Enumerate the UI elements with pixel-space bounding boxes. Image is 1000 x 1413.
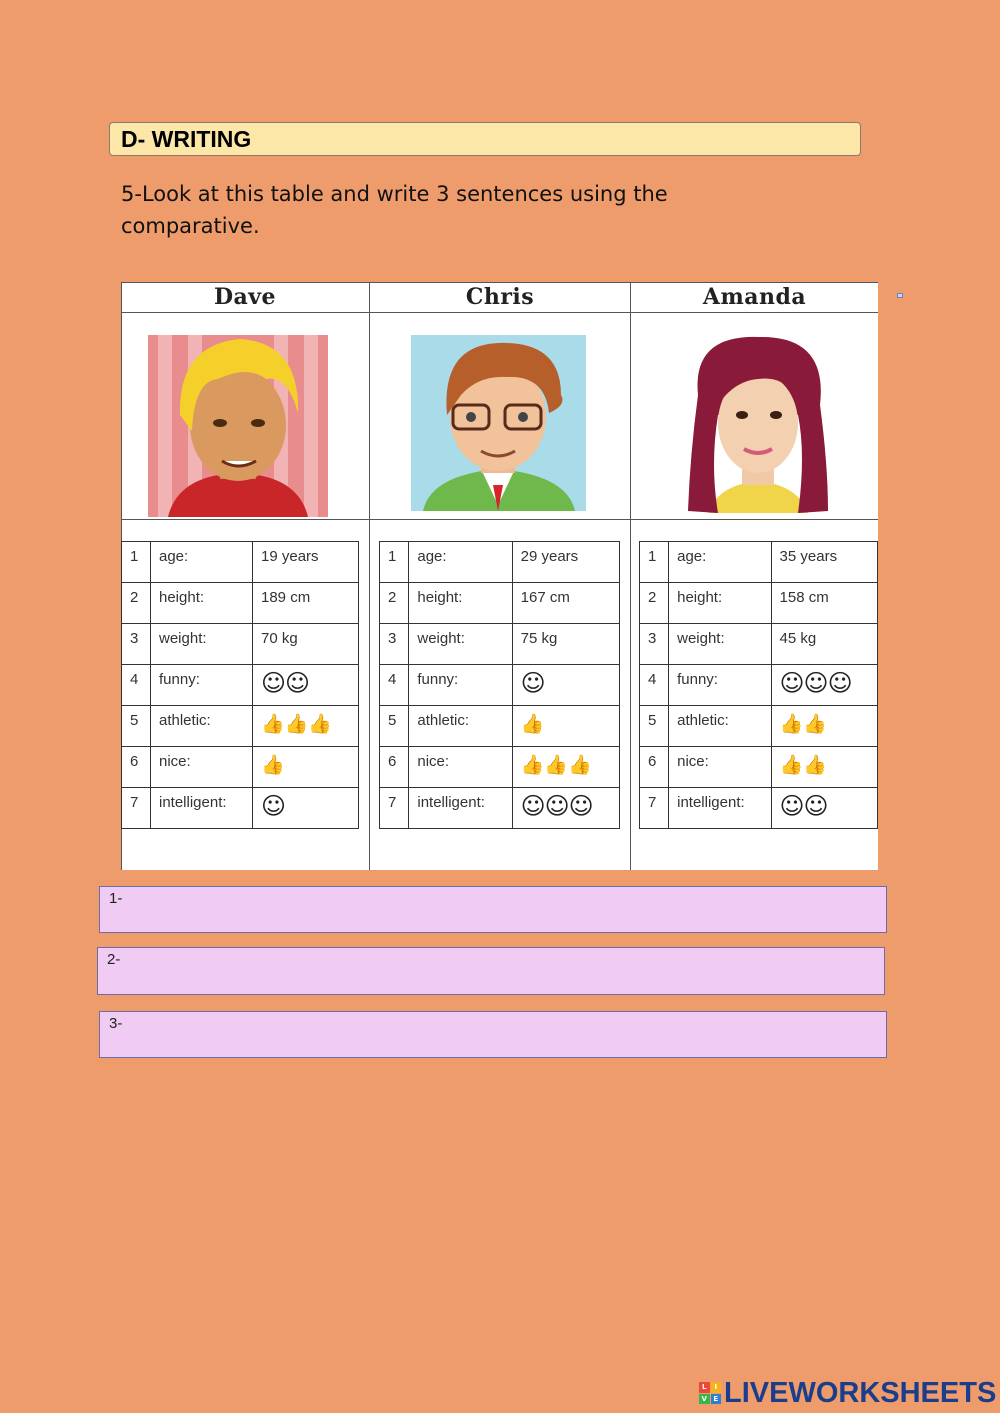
- stat-label: funny:: [409, 665, 512, 706]
- comparison-table-image: [121, 282, 878, 870]
- stat-label: intelligent:: [151, 788, 253, 829]
- stat-label: weight:: [409, 624, 512, 665]
- stat-label: intelligent:: [409, 788, 512, 829]
- smiley-icon: ☺: [520, 669, 545, 697]
- stat-label: height:: [409, 583, 512, 624]
- stat-label: intelligent:: [669, 788, 771, 829]
- stat-label: nice:: [409, 747, 512, 788]
- table-row: [380, 665, 620, 706]
- table-row: [122, 542, 359, 583]
- stat-label: weight:: [669, 624, 771, 665]
- table-row: [380, 706, 620, 747]
- table-row: [380, 788, 620, 829]
- stat-value: 158 cm: [771, 583, 877, 624]
- table-row: [122, 665, 359, 706]
- instruction-text: 5-Look at this table and write 3 sentences using the comparative.: [121, 182, 668, 238]
- stat-label: height:: [151, 583, 253, 624]
- thumbs-up-icon: 👍👍: [779, 754, 827, 776]
- thumbs-up-icon: 👍: [520, 713, 545, 735]
- table-row: [640, 747, 878, 788]
- row-number: 7: [640, 788, 669, 829]
- stat-value: 70 kg: [253, 624, 359, 665]
- table-row: [640, 542, 878, 583]
- thumbs-up-icon: 👍👍👍: [261, 713, 332, 735]
- row-number: 4: [122, 665, 151, 706]
- row-number: 1: [122, 542, 151, 583]
- table-row: [122, 788, 359, 829]
- stat-label: height:: [669, 583, 771, 624]
- thumbs-up-icon: 👍👍: [779, 713, 827, 735]
- logo-text: LIVEWORKSHEETS: [724, 1376, 997, 1409]
- table-row: [380, 624, 620, 665]
- table-row: [380, 542, 620, 583]
- section-title: D- WRITING: [121, 126, 252, 152]
- thumbs-up-icon: 👍👍👍: [520, 754, 592, 776]
- stat-value: 29 years: [512, 542, 619, 583]
- row-number: 2: [640, 583, 669, 624]
- stat-label: age:: [409, 542, 512, 583]
- amanda-portrait: [678, 335, 838, 513]
- stat-value: 189 cm: [253, 583, 359, 624]
- row-number: 6: [122, 747, 151, 788]
- smiley-icon: ☺☺: [779, 792, 828, 820]
- dave-stats-table: [121, 541, 359, 829]
- table-row: [640, 583, 878, 624]
- stat-label: nice:: [669, 747, 771, 788]
- row-number: 4: [380, 665, 409, 706]
- table-row: [640, 788, 878, 829]
- stat-label: funny:: [669, 665, 771, 706]
- row-number: 5: [380, 706, 409, 747]
- chris-stats-table: [379, 541, 620, 829]
- person-name-chris: Chris: [465, 284, 535, 310]
- answer-field-1[interactable]: [99, 886, 887, 933]
- stat-label: athletic:: [409, 706, 512, 747]
- liveworksheets-logo: [699, 1376, 996, 1410]
- logo-badge-icon: L I V E: [699, 1382, 721, 1404]
- smiley-icon: ☺: [261, 792, 286, 820]
- stat-label: age:: [669, 542, 771, 583]
- stat-label: athletic:: [669, 706, 771, 747]
- row-number: 6: [640, 747, 669, 788]
- stat-value: 35 years: [771, 542, 877, 583]
- answer-field-2[interactable]: [97, 947, 885, 995]
- row-number: 3: [122, 624, 151, 665]
- row-number: 3: [380, 624, 409, 665]
- row-number: 6: [380, 747, 409, 788]
- table-row: [640, 665, 878, 706]
- row-number: 4: [640, 665, 669, 706]
- stat-label: weight:: [151, 624, 253, 665]
- row-number: 1: [640, 542, 669, 583]
- dave-portrait: [148, 335, 328, 517]
- chris-portrait: [411, 335, 586, 511]
- table-row: [122, 624, 359, 665]
- stat-value: 167 cm: [512, 583, 619, 624]
- stat-value: 45 kg: [771, 624, 877, 665]
- answer-label: 2-: [107, 951, 121, 968]
- table-row: [380, 747, 620, 788]
- row-number: 3: [640, 624, 669, 665]
- row-number: 7: [380, 788, 409, 829]
- stat-label: athletic:: [151, 706, 253, 747]
- table-row: [380, 583, 620, 624]
- stat-value: 75 kg: [512, 624, 619, 665]
- table-row: [122, 747, 359, 788]
- person-name-amanda: Amanda: [702, 284, 807, 310]
- table-row: [122, 583, 359, 624]
- row-number: 5: [122, 706, 151, 747]
- stat-value: 19 years: [253, 542, 359, 583]
- row-number: 2: [380, 583, 409, 624]
- table-row: [122, 706, 359, 747]
- row-number: 2: [122, 583, 151, 624]
- table-row: [640, 706, 878, 747]
- stat-label: age:: [151, 542, 253, 583]
- resize-handle[interactable]: [897, 293, 903, 298]
- table-row: [640, 624, 878, 665]
- person-name-dave: Dave: [213, 284, 277, 310]
- answer-label: 3-: [109, 1015, 123, 1032]
- amanda-stats-table: [639, 541, 878, 829]
- row-number: 7: [122, 788, 151, 829]
- smiley-icon: ☺☺: [261, 669, 310, 697]
- smiley-icon: ☺☺☺: [520, 792, 593, 820]
- row-number: 5: [640, 706, 669, 747]
- stat-label: nice:: [151, 747, 253, 788]
- section-heading: [109, 122, 861, 156]
- answer-label: 1-: [109, 890, 123, 907]
- stat-label: funny:: [151, 665, 253, 706]
- answer-field-3[interactable]: [99, 1011, 887, 1058]
- thumbs-up-icon: 👍: [261, 754, 285, 776]
- smiley-icon: ☺☺☺: [779, 669, 852, 697]
- row-number: 1: [380, 542, 409, 583]
